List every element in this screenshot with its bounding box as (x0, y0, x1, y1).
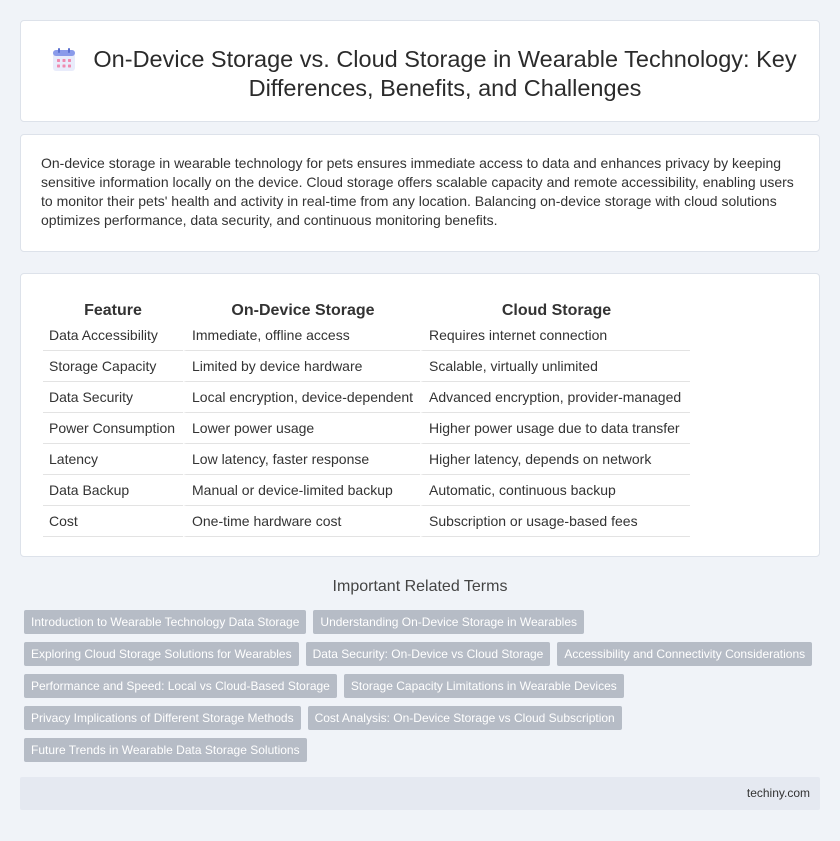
table-row (43, 320, 690, 351)
tag-row (24, 738, 824, 762)
table-cell: Limited by device hardware (183, 351, 420, 382)
table-cell: Lower power usage (183, 413, 420, 444)
table-cell: Data Security (43, 382, 183, 413)
table-cell: Data Backup (43, 475, 183, 506)
title-card (20, 20, 820, 122)
footer-site-link[interactable]: techiny.com (746, 786, 810, 800)
related-term-tag[interactable]: Storage Capacity Limitations in Wearable Devices (344, 674, 624, 698)
table-cell: Power Consumption (43, 413, 183, 444)
comparison-card (20, 273, 820, 557)
related-term-tag[interactable]: Accessibility and Connectivity Considerations (557, 642, 812, 666)
table-cell: Higher latency, depends on network (420, 444, 690, 475)
table-cell: Immediate, offline access (183, 320, 420, 351)
table-cell: Automatic, continuous backup (420, 475, 690, 506)
tag-row (24, 706, 824, 730)
related-term-tag[interactable]: Privacy Implications of Different Storage Methods (24, 706, 301, 730)
table-cell: Data Accessibility (43, 320, 183, 351)
related-term-tag[interactable]: Introduction to Wearable Technology Data Storage (24, 610, 306, 634)
table-cell: Cost (43, 506, 183, 537)
table-cell: Manual or device-limited backup (183, 475, 420, 506)
tag-row (24, 642, 824, 666)
related-term-tag[interactable]: Understanding On-Device Storage in Wearables (313, 610, 584, 634)
related-term-tag[interactable]: Data Security: On-Device vs Cloud Storage (306, 642, 551, 666)
comparison-table (43, 295, 690, 537)
related-terms-heading: Important Related Terms (332, 578, 508, 595)
tag-row (24, 610, 824, 634)
related-terms-list (24, 610, 824, 770)
related-term-tag[interactable]: Performance and Speed: Local vs Cloud-Based Storage (24, 674, 337, 698)
table-cell: Scalable, virtually unlimited (420, 351, 690, 382)
table-row (43, 475, 690, 506)
table-cell: One-time hardware cost (183, 506, 420, 537)
related-term-tag[interactable]: Cost Analysis: On-Device Storage vs Cloud Subscription (308, 706, 622, 730)
related-term-tag[interactable]: Exploring Cloud Storage Solutions for Wearables (24, 642, 299, 666)
intro-card (20, 134, 820, 252)
table-cell: Advanced encryption, provider-managed (420, 382, 690, 413)
table-cell: Latency (43, 444, 183, 475)
table-header: Feature (84, 302, 142, 319)
footer (20, 777, 820, 810)
page-title: On-Device Storage vs. Cloud Storage in Wearable Technology: Key Differences, Benefits, and Challenges (93, 46, 797, 101)
intro-text: On-device storage in wearable technology for pets ensures immediate access to data and enhances privacy by keeping sensitive information locally on the device. Cloud storage offers scalable capacity and remote accessibility, enabling users to monitor their pets' health and activity in real-time from any location. Balancing on-device storage with cloud solutions optimizes performance, data security, and continuous monitoring benefits. (41, 155, 794, 228)
table-row (43, 413, 690, 444)
table-cell: Requires internet connection (420, 320, 690, 351)
table-row (43, 444, 690, 475)
tag-row (24, 674, 824, 698)
table-header-row (43, 295, 690, 320)
table-cell: Higher power usage due to data transfer (420, 413, 690, 444)
table-row (43, 351, 690, 382)
table-cell: Low latency, faster response (183, 444, 420, 475)
table-cell: Local encryption, device-dependent (183, 382, 420, 413)
table-cell: Storage Capacity (43, 351, 183, 382)
table-cell: Subscription or usage-based fees (420, 506, 690, 537)
calendar-icon (51, 47, 77, 73)
table-header: Cloud Storage (420, 295, 690, 320)
table-header: On-Device Storage (183, 295, 420, 320)
related-term-tag[interactable]: Future Trends in Wearable Data Storage Solutions (24, 738, 307, 762)
table-row (43, 506, 690, 537)
table-row (43, 382, 690, 413)
